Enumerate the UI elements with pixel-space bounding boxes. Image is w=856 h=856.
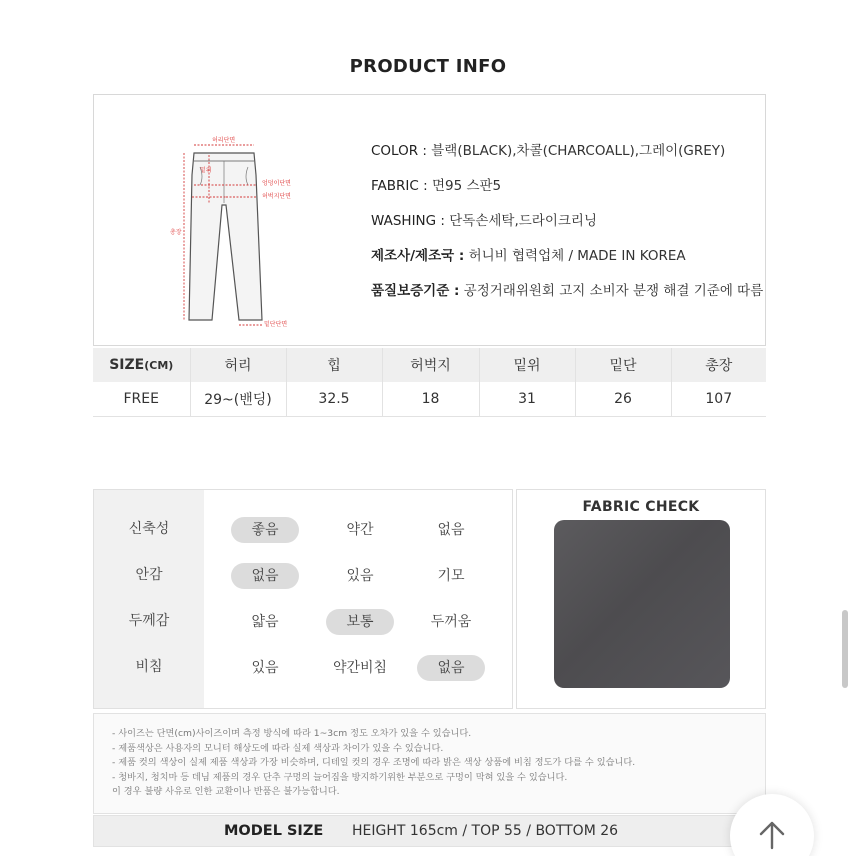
value-waist: 29~(밴딩) <box>190 382 286 416</box>
spec-quality: 품질보증기준 : 공정거래위원회 고지 소비자 분쟁 해결 기준에 따름 <box>371 283 764 299</box>
note-line: - 제품색상은 사용자의 모니터 해상도에 따라 실제 색상과 차이가 있을 수 있습니다. <box>112 742 444 754</box>
spec-list <box>371 139 763 314</box>
rise-label: 밑위 <box>200 167 212 174</box>
spec-color: COLOR : 블랙(BLACK),차콜(CHARCOALL),그레이(GREY) <box>371 143 726 159</box>
attribute-option: 약간비침 <box>332 660 388 676</box>
model-size-bar <box>93 815 766 847</box>
attribute-option: 기모 <box>437 568 465 584</box>
arrow-up-icon <box>758 820 786 850</box>
fabric-check-title: FABRIC CHECK <box>582 499 700 515</box>
attribute-label: 신축성 <box>128 521 170 537</box>
value-thigh: 18 <box>382 382 479 416</box>
header-hip: 힙 <box>286 348 382 382</box>
header-rise: 밑위 <box>479 348 575 382</box>
hem-label: 밑단단면 <box>264 321 288 328</box>
thigh-label: 허벅지단면 <box>262 193 291 200</box>
header-thigh: 허벅지 <box>382 348 479 382</box>
attribute-box <box>93 489 513 709</box>
fabric-swatch <box>554 520 730 688</box>
spec-washing: WASHING : 단독손세탁,드라이크리닝 <box>371 213 597 229</box>
value-length: 107 <box>671 382 766 416</box>
attribute-option: 두꺼움 <box>430 614 472 630</box>
hip-label: 엉덩이단면 <box>262 180 291 187</box>
note-line: 이 경우 불량 사유로 인한 교환이나 반품은 불가능합니다. <box>112 786 340 797</box>
attribute-option: 없음 <box>231 563 299 589</box>
size-header: SIZE(CM) <box>93 348 190 382</box>
attribute-label: 두께감 <box>128 613 170 629</box>
attribute-option: 보통 <box>326 609 394 635</box>
attribute-option: 없음 <box>437 522 465 538</box>
attribute-option: 약간 <box>346 522 374 538</box>
value-hip: 32.5 <box>286 382 382 416</box>
value-hem: 26 <box>575 382 671 416</box>
size-table <box>93 348 766 417</box>
note-line: - 청바지, 청치마 등 데님 제품의 경우 단추 구멍의 늘어짐을 방지하기위한 부분으로 구멍이 막혀 있을 수 있습니다. <box>112 771 568 783</box>
page-title: PRODUCT INFO <box>349 56 507 77</box>
attribute-label: 안감 <box>135 567 163 583</box>
header-length: 총장 <box>671 348 766 382</box>
notes-box <box>93 713 766 814</box>
note-line: - 사이즈는 단면(cm)사이즈이며 측정 방식에 따라 1~3cm 정도 오차가 있을 수 있습니다. <box>112 728 472 739</box>
size-table-header <box>93 348 766 382</box>
attribute-option: 없음 <box>417 655 485 681</box>
row-size: FREE <box>93 382 190 416</box>
product-info-box <box>93 94 766 346</box>
note-line: - 제품 컷의 색상이 실제 제품 색상과 가장 비슷하며, 디테일 컷의 경우 조명에 따라 밝은 색상 상품에 비침 정도가 다를 수 있습니다. <box>112 757 636 768</box>
header-waist: 허리 <box>190 348 286 382</box>
model-size-values: HEIGHT 165cm / TOP 55 / BOTTOM 26 <box>352 823 619 839</box>
model-size-label: MODEL SIZE <box>224 823 324 839</box>
scrollbar[interactable] <box>842 610 848 688</box>
attribute-option: 있음 <box>251 660 279 676</box>
attribute-label: 비침 <box>135 659 163 675</box>
attribute-option: 얇음 <box>251 614 279 630</box>
header-hem: 밑단 <box>575 348 671 382</box>
value-rise: 31 <box>479 382 575 416</box>
spec-manufacturer: 제조사/제조국 : 허니비 협력업체 / MADE IN KOREA <box>371 248 686 264</box>
pants-size-diagram <box>164 115 304 340</box>
length-label: 총장 <box>170 229 182 236</box>
fabric-check-box <box>516 489 766 709</box>
attribute-option: 좋음 <box>231 517 299 543</box>
waist-label: 허리단면 <box>212 137 236 144</box>
pants-icon <box>164 115 304 340</box>
attribute-option: 있음 <box>346 568 374 584</box>
spec-fabric: FABRIC : 면95 스판5 <box>371 178 502 194</box>
attribute-row <box>94 644 512 690</box>
attribute-row <box>94 506 512 552</box>
attribute-row <box>94 598 512 644</box>
attribute-row <box>94 552 512 598</box>
table-row <box>93 382 766 416</box>
